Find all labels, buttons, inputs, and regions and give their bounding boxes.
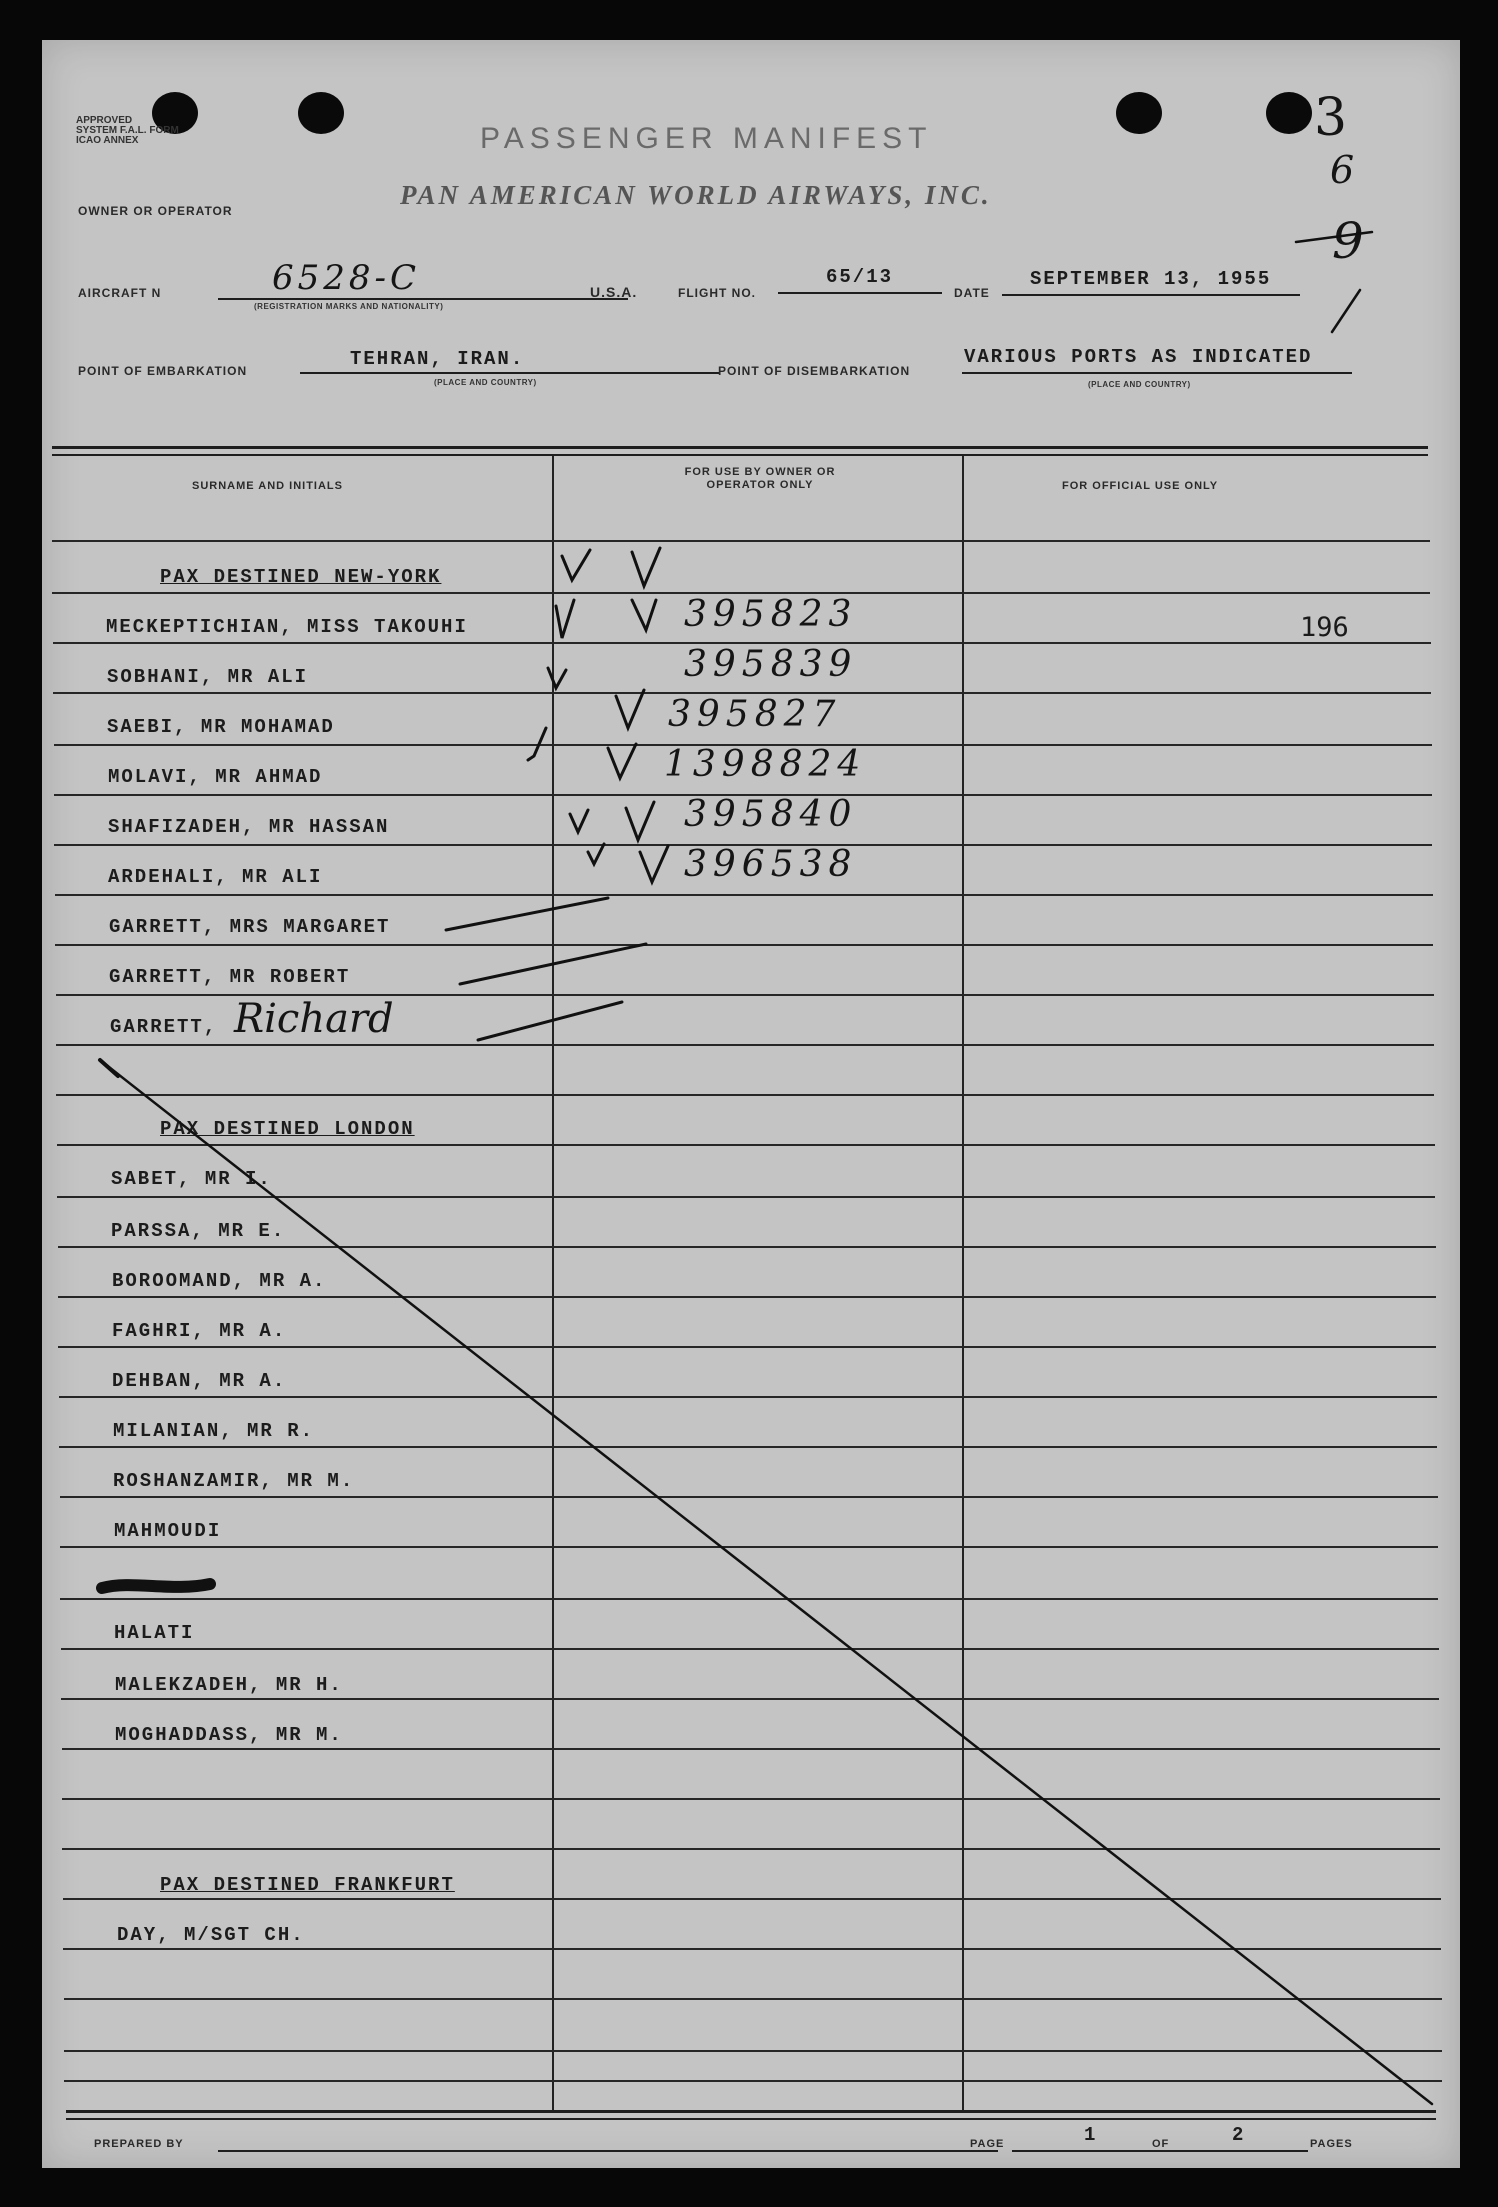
ticket-number: 395840 xyxy=(684,794,858,835)
passenger-name: SAEBI, MR MOHAMAD xyxy=(107,716,335,738)
check-mark xyxy=(632,548,660,586)
usa-label: U.S.A. xyxy=(590,284,638,300)
passenger-name: HALATI xyxy=(114,1622,195,1644)
passenger-name: FAGHRI, MR A. xyxy=(112,1320,287,1342)
passenger-name: MOLAVI, MR AHMAD xyxy=(108,766,323,788)
redaction-mark xyxy=(102,1584,210,1588)
passenger-name: GARRETT, MR ROBERT xyxy=(109,966,351,988)
strike-line xyxy=(460,944,646,984)
ticket-number: 396538 xyxy=(684,844,858,885)
owner-label: OWNER OR OPERATOR xyxy=(78,204,233,218)
check-mark xyxy=(528,728,546,760)
cancel-diagonal-line xyxy=(100,1060,1432,2104)
section-heading: PAX DESTINED FRANKFURT xyxy=(160,1874,455,1896)
ticket-number: 395839 xyxy=(684,644,858,685)
check-mark xyxy=(616,690,644,728)
ticket-number: 1398824 xyxy=(664,744,867,785)
passenger-name: MAHMOUDI xyxy=(114,1520,222,1542)
passenger-name: SABET, MR I. xyxy=(111,1168,272,1190)
total-pages: 2 xyxy=(1232,2124,1246,2146)
corner-mark: 9 xyxy=(1332,212,1364,270)
date-value: SEPTEMBER 13, 1955 xyxy=(1030,268,1272,290)
ticket-number: 395823 xyxy=(684,594,858,635)
page-label: PAGE xyxy=(970,2138,1005,2150)
passenger-name: ARDEHALI, MR ALI xyxy=(108,866,323,888)
embark-value: TEHRAN, IRAN. xyxy=(350,348,525,370)
check-mark xyxy=(556,600,574,638)
date-label: DATE xyxy=(954,286,990,300)
registration-note: (REGISTRATION MARKS AND NATIONALITY) xyxy=(254,302,444,311)
disembark-label: POINT OF DISEMBARKATION xyxy=(718,364,911,378)
passenger-name: MILANIAN, MR R. xyxy=(113,1420,315,1442)
ticket-number: 395827 xyxy=(668,694,842,735)
manifest-sheet xyxy=(42,40,1460,2168)
check-mark xyxy=(640,846,668,882)
passenger-name: PARSSA, MR E. xyxy=(111,1220,286,1242)
check-mark xyxy=(570,810,588,832)
disembark-place-note: (PLACE AND COUNTRY) xyxy=(1088,380,1191,389)
owner-name: PAN AMERICAN WORLD AIRWAYS, INC. xyxy=(400,180,992,210)
embark-place-note: (PLACE AND COUNTRY) xyxy=(434,378,537,387)
column-header-surname: SURNAME AND INITIALS xyxy=(192,480,343,492)
passenger-name: BOROOMAND, MR A. xyxy=(112,1270,327,1292)
aircraft-label: AIRCRAFT N xyxy=(78,286,162,300)
approved-line: APPROVED xyxy=(76,115,133,126)
section-heading: PAX DESTINED LONDON xyxy=(160,1118,415,1140)
strike-line xyxy=(446,898,608,930)
cancel-diagonal-line xyxy=(100,1060,118,1076)
passenger-name: SHAFIZADEH, MR HASSAN xyxy=(108,816,390,838)
passenger-name: MECKEPTICHIAN, MISS TAKOUHI xyxy=(106,616,468,638)
passenger-name: GARRETT, MRS MARGARET xyxy=(109,916,391,938)
pages-label: PAGES xyxy=(1310,2138,1353,2150)
handwritten-name: Richard xyxy=(234,996,394,1042)
pen-marks xyxy=(42,40,1460,2168)
column-header-owner-use: FOR USE BY OWNER OR OPERATOR ONLY xyxy=(684,466,836,491)
flight-value: 65/13 xyxy=(826,266,894,288)
of-label: OF xyxy=(1152,2138,1170,2150)
check-mark xyxy=(588,844,604,864)
aircraft-value: 6528-C xyxy=(272,258,421,298)
check-mark xyxy=(608,744,636,778)
passenger-name: ROSHANZAMIR, MR M. xyxy=(113,1470,355,1492)
corner-fraction-bar xyxy=(1332,290,1360,332)
approved-line: SYSTEM F.A.L. FORM xyxy=(76,125,179,136)
check-mark xyxy=(632,600,656,630)
passenger-name: SOBHANI, MR ALI xyxy=(107,666,309,688)
column-header-official-use: FOR OFFICIAL USE ONLY xyxy=(1062,480,1219,492)
prepared-label: PREPARED BY xyxy=(94,2138,184,2150)
passenger-name: MALEKZADEH, MR H. xyxy=(115,1674,343,1696)
corner-mark: 3 xyxy=(1314,88,1348,148)
check-mark xyxy=(562,550,590,580)
check-mark xyxy=(548,668,566,688)
page-number: 1 xyxy=(1084,2124,1098,2146)
strike-line xyxy=(478,1002,622,1040)
passenger-name: DEHBAN, MR A. xyxy=(112,1370,287,1392)
passenger-name: MOGHADDASS, MR M. xyxy=(115,1724,343,1746)
disembark-value: VARIOUS PORTS AS INDICATED xyxy=(964,346,1313,368)
check-mark xyxy=(626,802,654,840)
embark-label: POINT OF EMBARKATION xyxy=(78,364,248,378)
approved-line: ICAO ANNEX xyxy=(76,135,139,146)
flight-label: FLIGHT NO. xyxy=(678,286,756,300)
passenger-name: DAY, M/SGT CH. xyxy=(117,1924,305,1946)
section-heading: PAX DESTINED NEW-YORK xyxy=(160,566,442,588)
corner-mark: 6 xyxy=(1330,148,1355,192)
corner-fraction-bar xyxy=(1296,232,1372,242)
passenger-name: GARRETT, xyxy=(110,1016,218,1038)
page-title: PASSENGER MANIFEST xyxy=(480,122,933,155)
official-use-number: 196 xyxy=(1300,612,1349,643)
